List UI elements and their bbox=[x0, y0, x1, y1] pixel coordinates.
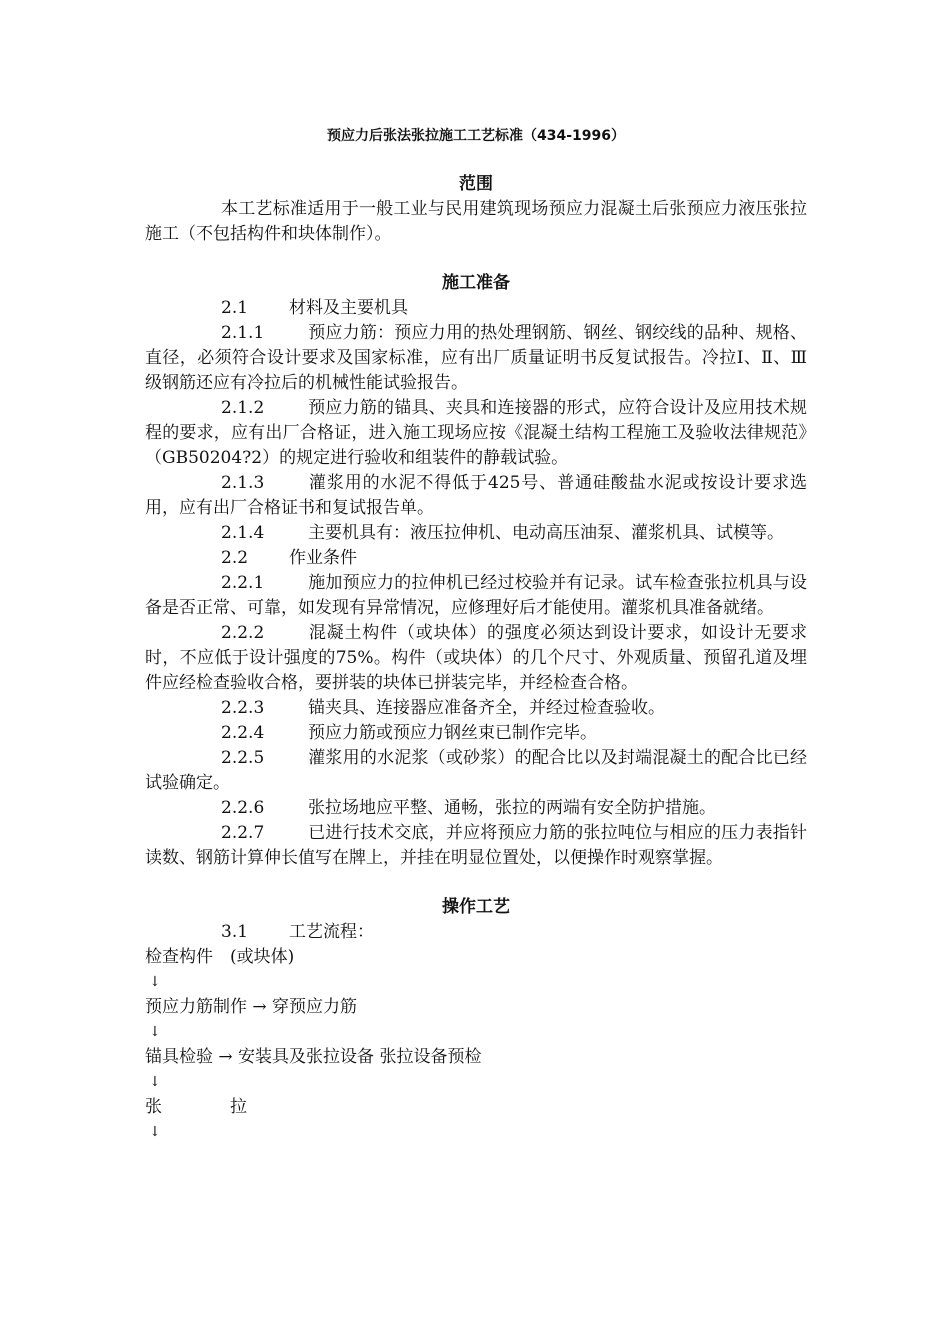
flow-step: 张 拉 bbox=[145, 1097, 247, 1117]
prep-item bbox=[145, 746, 807, 796]
ops-item bbox=[145, 920, 807, 945]
document-title: 预应力后张法张拉施工工艺标准（434-1996） bbox=[327, 128, 625, 144]
item-text: 锚夹具、连接器应准备齐全，并经过检查验收。 bbox=[308, 698, 665, 718]
item-text: 张拉场地应平整、通畅，张拉的两端有安全防护措施。 bbox=[308, 798, 716, 818]
item-text: 灌浆用的水泥不得低于425号、普通硅酸盐水泥或按设计要求选用，应有出厂合格证书和复试报告单。 bbox=[145, 473, 807, 518]
item-text: 灌浆用的水泥浆（或砂浆）的配合比以及封端混凝土的配合比已经试验确定。 bbox=[145, 748, 807, 793]
prep-item bbox=[145, 321, 807, 396]
item-number: 2.2.4 bbox=[221, 723, 265, 743]
item-number: 2.2.2 bbox=[221, 623, 265, 643]
item-text: 已进行技术交底，并应将预应力筋的张拉吨位与相应的压力表指针读数、钢筋计算伸长值写在牌上，并挂在明显位置处，以便操作时观察掌握。 bbox=[145, 823, 807, 868]
prep-items bbox=[145, 296, 807, 871]
item-number: 2.2.6 bbox=[221, 798, 265, 818]
scope-paragraph: 本工艺标准适用于一般工业与民用建筑现场预应力混凝土后张预应力液压张拉施工（不包括构件和块体制作）。 bbox=[145, 199, 807, 244]
prep-item bbox=[145, 521, 807, 546]
prep-item bbox=[145, 821, 807, 871]
item-number: 2.2.7 bbox=[221, 823, 265, 843]
item-number: 2.1 bbox=[221, 298, 249, 318]
item-number: 2.2.3 bbox=[221, 698, 265, 718]
prep-item bbox=[145, 621, 807, 696]
flow-step: 预应力筋制作 → 穿预应力筋 bbox=[145, 997, 358, 1017]
item-number: 2.2 bbox=[221, 548, 249, 568]
prep-item bbox=[145, 296, 807, 321]
prep-item bbox=[145, 796, 807, 821]
item-text: 主要机具有：液压拉伸机、电动高压油泵、灌浆机具、试模等。 bbox=[308, 523, 784, 543]
prep-item bbox=[145, 546, 807, 571]
prep-item bbox=[145, 396, 807, 471]
item-number: 2.2.1 bbox=[221, 573, 265, 593]
item-text: 混凝土构件（或块体）的强度必须达到设计要求，如设计无要求时，不应低于设计强度的75%。构件（或块体）的几个尺寸、外观质量、预留孔道及埋件应经检查验收合格，要拼装的块体已拼装完毕，并经检查合格。 bbox=[145, 623, 807, 693]
down-arrow-icon: ↓ bbox=[149, 1124, 161, 1140]
item-text: 预应力筋：预应力用的热处理钢筋、钢丝、钢绞线的品种、规格、直径，必须符合设计要求及国家标准，应有出厂质量证明书反复试报告。冷拉Ⅰ、Ⅱ、Ⅲ级钢筋还应有冷拉后的机械性能试验报告。 bbox=[145, 323, 807, 393]
section-heading-ops: 操作工艺 bbox=[442, 897, 510, 917]
flow-step: 检查构件 (或块体) bbox=[145, 947, 295, 967]
down-arrow-icon: ↓ bbox=[149, 1024, 161, 1040]
down-arrow-icon: ↓ bbox=[149, 974, 161, 990]
prep-item bbox=[145, 471, 807, 521]
section-heading-prep: 施工准备 bbox=[442, 273, 510, 293]
item-number: 2.1.1 bbox=[221, 323, 265, 343]
item-text: 施加预应力的拉伸机已经过校验并有记录。试车检查张拉机具与设备是否正常、可靠，如发现有异常情况，应修理好后才能使用。灌浆机具准备就绪。 bbox=[145, 573, 807, 618]
item-number: 3.1 bbox=[221, 922, 249, 942]
item-text: 作业条件 bbox=[289, 548, 357, 568]
prep-item bbox=[145, 696, 807, 721]
flow-step: 锚具检验 → 安装具及张拉设备 张拉设备预检 bbox=[145, 1047, 482, 1067]
item-number: 2.1.2 bbox=[221, 398, 265, 418]
item-text: 预应力筋的锚具、夹具和连接器的形式，应符合设计及应用技术规程的要求，应有出厂合格证，进入施工现场应按《混凝土结构工程施工及验收法律规范》（GB50204?2）的规定进行验收和组装件的静载试验。 bbox=[145, 398, 807, 468]
item-text: 预应力筋或预应力钢丝束已制作完毕。 bbox=[308, 723, 597, 743]
item-text: 工艺流程： bbox=[289, 922, 374, 942]
item-number: 2.1.4 bbox=[221, 523, 265, 543]
prep-item bbox=[145, 721, 807, 746]
process-flow bbox=[145, 945, 807, 1145]
item-number: 2.2.5 bbox=[221, 748, 265, 768]
down-arrow-icon: ↓ bbox=[149, 1074, 161, 1090]
document-page bbox=[145, 118, 807, 1145]
item-number: 2.1.3 bbox=[221, 473, 265, 493]
prep-item bbox=[145, 571, 807, 621]
item-text: 材料及主要机具 bbox=[289, 298, 408, 318]
section-heading-scope: 范围 bbox=[459, 174, 493, 194]
